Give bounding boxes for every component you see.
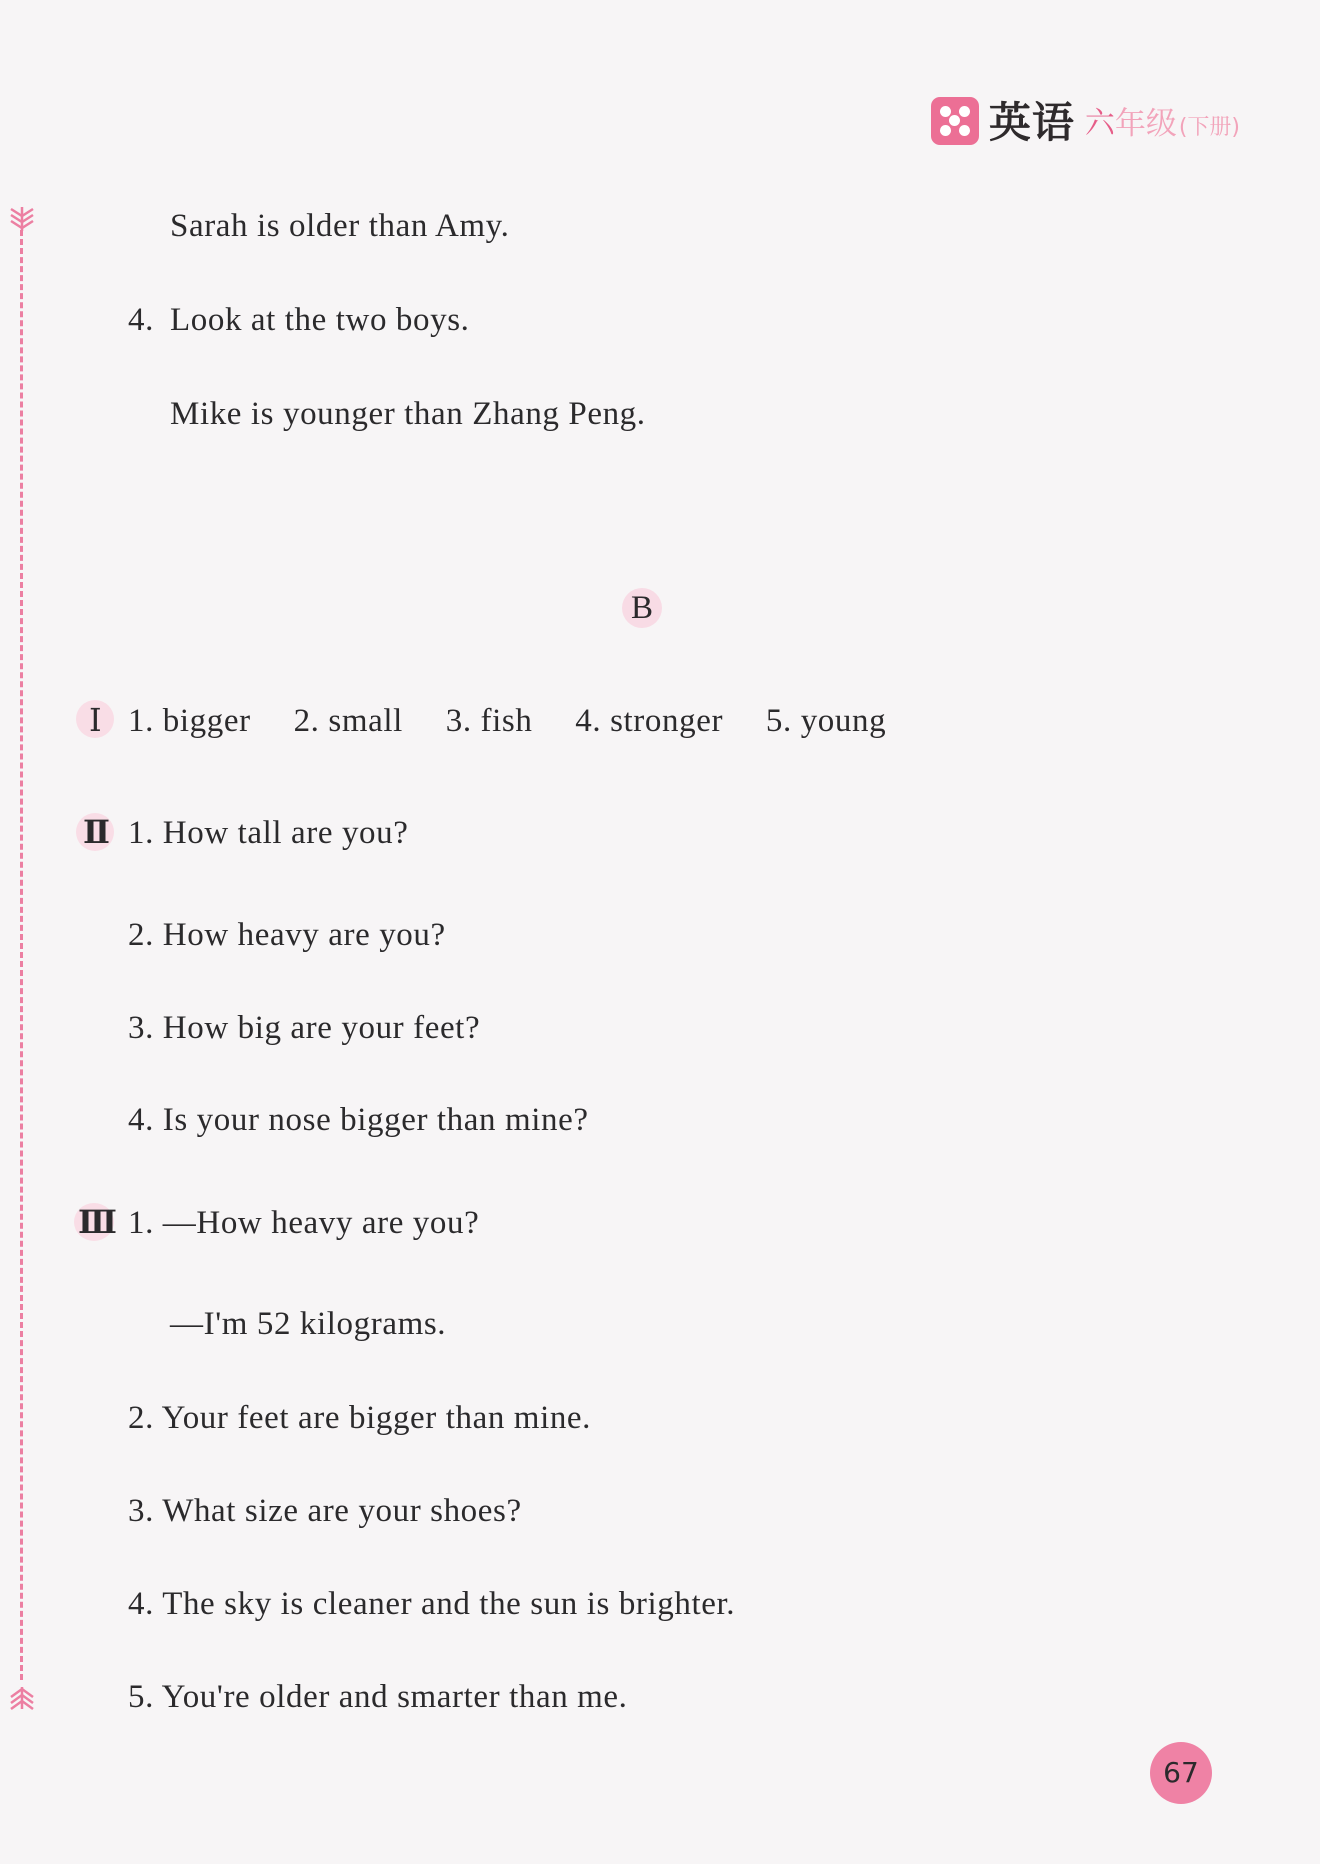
answer-line: Mike is younger than Zhang Peng. <box>170 396 646 432</box>
arrow-fletch-bottom-icon <box>8 1687 36 1713</box>
answer-line: 2. How heavy are you? <box>128 917 446 953</box>
section-b-heading: B <box>622 588 662 628</box>
answer-line: 4. The sky is cleaner and the sun is brighter. <box>128 1586 736 1622</box>
answer-line: Sarah is older than Amy. <box>170 208 510 244</box>
term-label: (下册) <box>1178 115 1240 140</box>
arrow-fletch-top-icon <box>8 205 36 231</box>
grade-label: 年级 <box>1114 106 1177 142</box>
answer-line: 4. Is your nose bigger than mine? <box>128 1102 589 1138</box>
answer-line: 1. How tall are you? <box>128 815 409 851</box>
answer-line: 2. Your feet are bigger than mine. <box>128 1400 592 1436</box>
side-dashed-line <box>20 230 23 1680</box>
subject-title: 英语 <box>988 98 1075 147</box>
answer-line: 3. What size are your shoes? <box>128 1493 522 1529</box>
answer-line: 1. —How heavy are you? <box>128 1205 480 1241</box>
page-number-badge: 67 <box>1150 1742 1212 1804</box>
answer-item: 1. bigger <box>128 703 251 739</box>
answer-item: 4. stronger <box>575 703 724 739</box>
part-2-label: Ⅱ <box>83 814 110 850</box>
answer-line: 5. You're older and smarter than me. <box>128 1679 628 1715</box>
answer-item: 2. small <box>293 703 403 739</box>
dice-logo-icon <box>931 97 979 145</box>
part-3-label: Ⅲ <box>78 1204 117 1240</box>
part-1-label: Ⅰ <box>89 702 102 738</box>
answer-item: 5. young <box>765 703 887 739</box>
question-number: 4. <box>128 302 154 338</box>
page-header <box>931 88 1240 148</box>
question-text: Look at the two boys. <box>170 302 470 338</box>
answer-line: —I'm 52 kilograms. <box>170 1306 447 1342</box>
answer-line: 3. How big are your feet? <box>128 1010 481 1046</box>
part-1-answers <box>128 703 920 740</box>
grade-number: 六 <box>1084 106 1115 141</box>
answer-item: 3. fish <box>445 703 533 739</box>
